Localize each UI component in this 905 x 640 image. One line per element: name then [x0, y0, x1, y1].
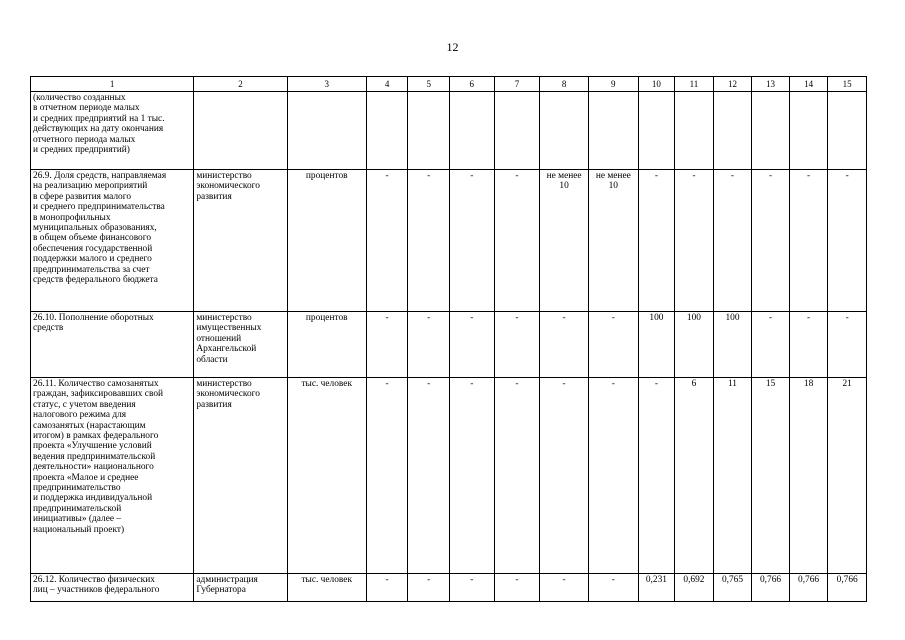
value-cell: 6 — [675, 378, 714, 574]
value-cell: - — [449, 574, 494, 602]
value-cell — [789, 92, 828, 170]
value-cell: - — [494, 170, 540, 312]
value-cell: - — [828, 312, 867, 378]
value-cell: - — [588, 378, 638, 574]
page-number: 12 — [446, 40, 459, 54]
value-cell: - — [789, 312, 828, 378]
unit-cell: тыс. человек — [287, 574, 366, 602]
value-cell: - — [588, 312, 638, 378]
value-cell: 100 — [638, 312, 675, 378]
header-cell: 12 — [713, 77, 752, 92]
executor-cell: министерство имущественных отношений Архангельской области — [194, 312, 287, 378]
header-cell: 14 — [789, 77, 828, 92]
table-row — [31, 92, 867, 170]
value-cell: не менее 10 — [588, 170, 638, 312]
header-cell: 15 — [828, 77, 867, 92]
indicator-cell: 26.9. Доля средств, направляемая на реализацию мероприятий в сфере развития малого и среднего предпринимательства в монопрофильных муниципальных образованиях, в общем объеме финансового обеспечения государственной поддержки малого и среднего предпринимательства за счет средств федерального бюджета — [31, 170, 194, 312]
value-cell: - — [366, 378, 408, 574]
indicator-cell: 26.10. Пополнение оборотных средств — [31, 312, 194, 378]
value-cell: - — [638, 378, 675, 574]
header-cell: 1 — [31, 77, 194, 92]
unit-cell: тыс. человек — [287, 378, 366, 574]
value-cell: - — [828, 170, 867, 312]
value-cell: - — [752, 312, 790, 378]
value-cell: 100 — [675, 312, 714, 378]
value-cell: 18 — [789, 378, 828, 574]
header-cell: 11 — [675, 77, 714, 92]
indicator-cell: 26.11. Количество самозанятых граждан, зафиксировавших свой статус, с учетом введения налогового режима для самозанятых (нарастающим итогом) в рамках федерального проекта «Улучшение условий ведения предпринимательской деятельности» национального проекта «Малое и среднее предпринимательство и поддержка индивидуальной предпринимательской инициативы» (далее – национальный проект) — [31, 378, 194, 574]
value-cell: - — [588, 574, 638, 602]
header-cell: 6 — [449, 77, 494, 92]
header-cell: 8 — [540, 77, 589, 92]
value-cell: - — [752, 170, 790, 312]
value-cell: - — [366, 574, 408, 602]
value-cell: - — [713, 170, 752, 312]
value-cell: - — [366, 312, 408, 378]
value-cell: - — [540, 574, 589, 602]
value-cell: - — [540, 312, 589, 378]
value-cell — [494, 92, 540, 170]
value-cell: 0,766 — [752, 574, 790, 602]
value-cell — [366, 92, 408, 170]
value-cell: 0,231 — [638, 574, 675, 602]
indicators-table — [30, 76, 867, 602]
indicator-cell: 26.12. Количество физических лиц – участников федерального — [31, 574, 194, 602]
unit-cell: процентов — [287, 170, 366, 312]
value-cell: 0,766 — [828, 574, 867, 602]
value-cell: 21 — [828, 378, 867, 574]
value-cell: не менее 10 — [540, 170, 589, 312]
unit-cell — [287, 92, 366, 170]
value-cell: 0,766 — [789, 574, 828, 602]
value-cell: - — [408, 378, 450, 574]
value-cell — [540, 92, 589, 170]
header-cell: 10 — [638, 77, 675, 92]
value-cell: 15 — [752, 378, 790, 574]
value-cell: - — [540, 378, 589, 574]
header-row — [31, 77, 867, 92]
executor-cell: министерство экономического развития — [194, 170, 287, 312]
table-row — [31, 312, 867, 378]
header-cell: 9 — [588, 77, 638, 92]
value-cell — [713, 92, 752, 170]
executor-cell: министерство экономического развития — [194, 378, 287, 574]
executor-cell: администрация Губернатора — [194, 574, 287, 602]
table-row — [31, 170, 867, 312]
value-cell — [408, 92, 450, 170]
value-cell: - — [366, 170, 408, 312]
header-cell: 2 — [194, 77, 287, 92]
value-cell: - — [675, 170, 714, 312]
header-cell: 5 — [408, 77, 450, 92]
value-cell: - — [408, 312, 450, 378]
value-cell: - — [494, 574, 540, 602]
table-row — [31, 378, 867, 574]
value-cell: - — [449, 170, 494, 312]
value-cell: - — [494, 312, 540, 378]
unit-cell: процентов — [287, 312, 366, 378]
value-cell: 100 — [713, 312, 752, 378]
value-cell: - — [494, 378, 540, 574]
header-cell: 3 — [287, 77, 366, 92]
value-cell — [828, 92, 867, 170]
header-cell: 7 — [494, 77, 540, 92]
value-cell: - — [408, 170, 450, 312]
value-cell: 0,692 — [675, 574, 714, 602]
value-cell — [449, 92, 494, 170]
value-cell: - — [449, 378, 494, 574]
value-cell — [752, 92, 790, 170]
value-cell: 11 — [713, 378, 752, 574]
indicator-cell: (количество созданных в отчетном периоде малых и средних предприятий на 1 тыс. действующих на дату окончания отчетного периода малых и средних предприятий) — [31, 92, 194, 170]
value-cell: 0,765 — [713, 574, 752, 602]
executor-cell — [194, 92, 287, 170]
value-cell: - — [408, 574, 450, 602]
value-cell — [588, 92, 638, 170]
value-cell — [675, 92, 714, 170]
table-row — [31, 574, 867, 602]
header-cell: 13 — [752, 77, 790, 92]
value-cell — [638, 92, 675, 170]
value-cell: - — [449, 312, 494, 378]
value-cell: - — [789, 170, 828, 312]
value-cell: - — [638, 170, 675, 312]
header-cell: 4 — [366, 77, 408, 92]
